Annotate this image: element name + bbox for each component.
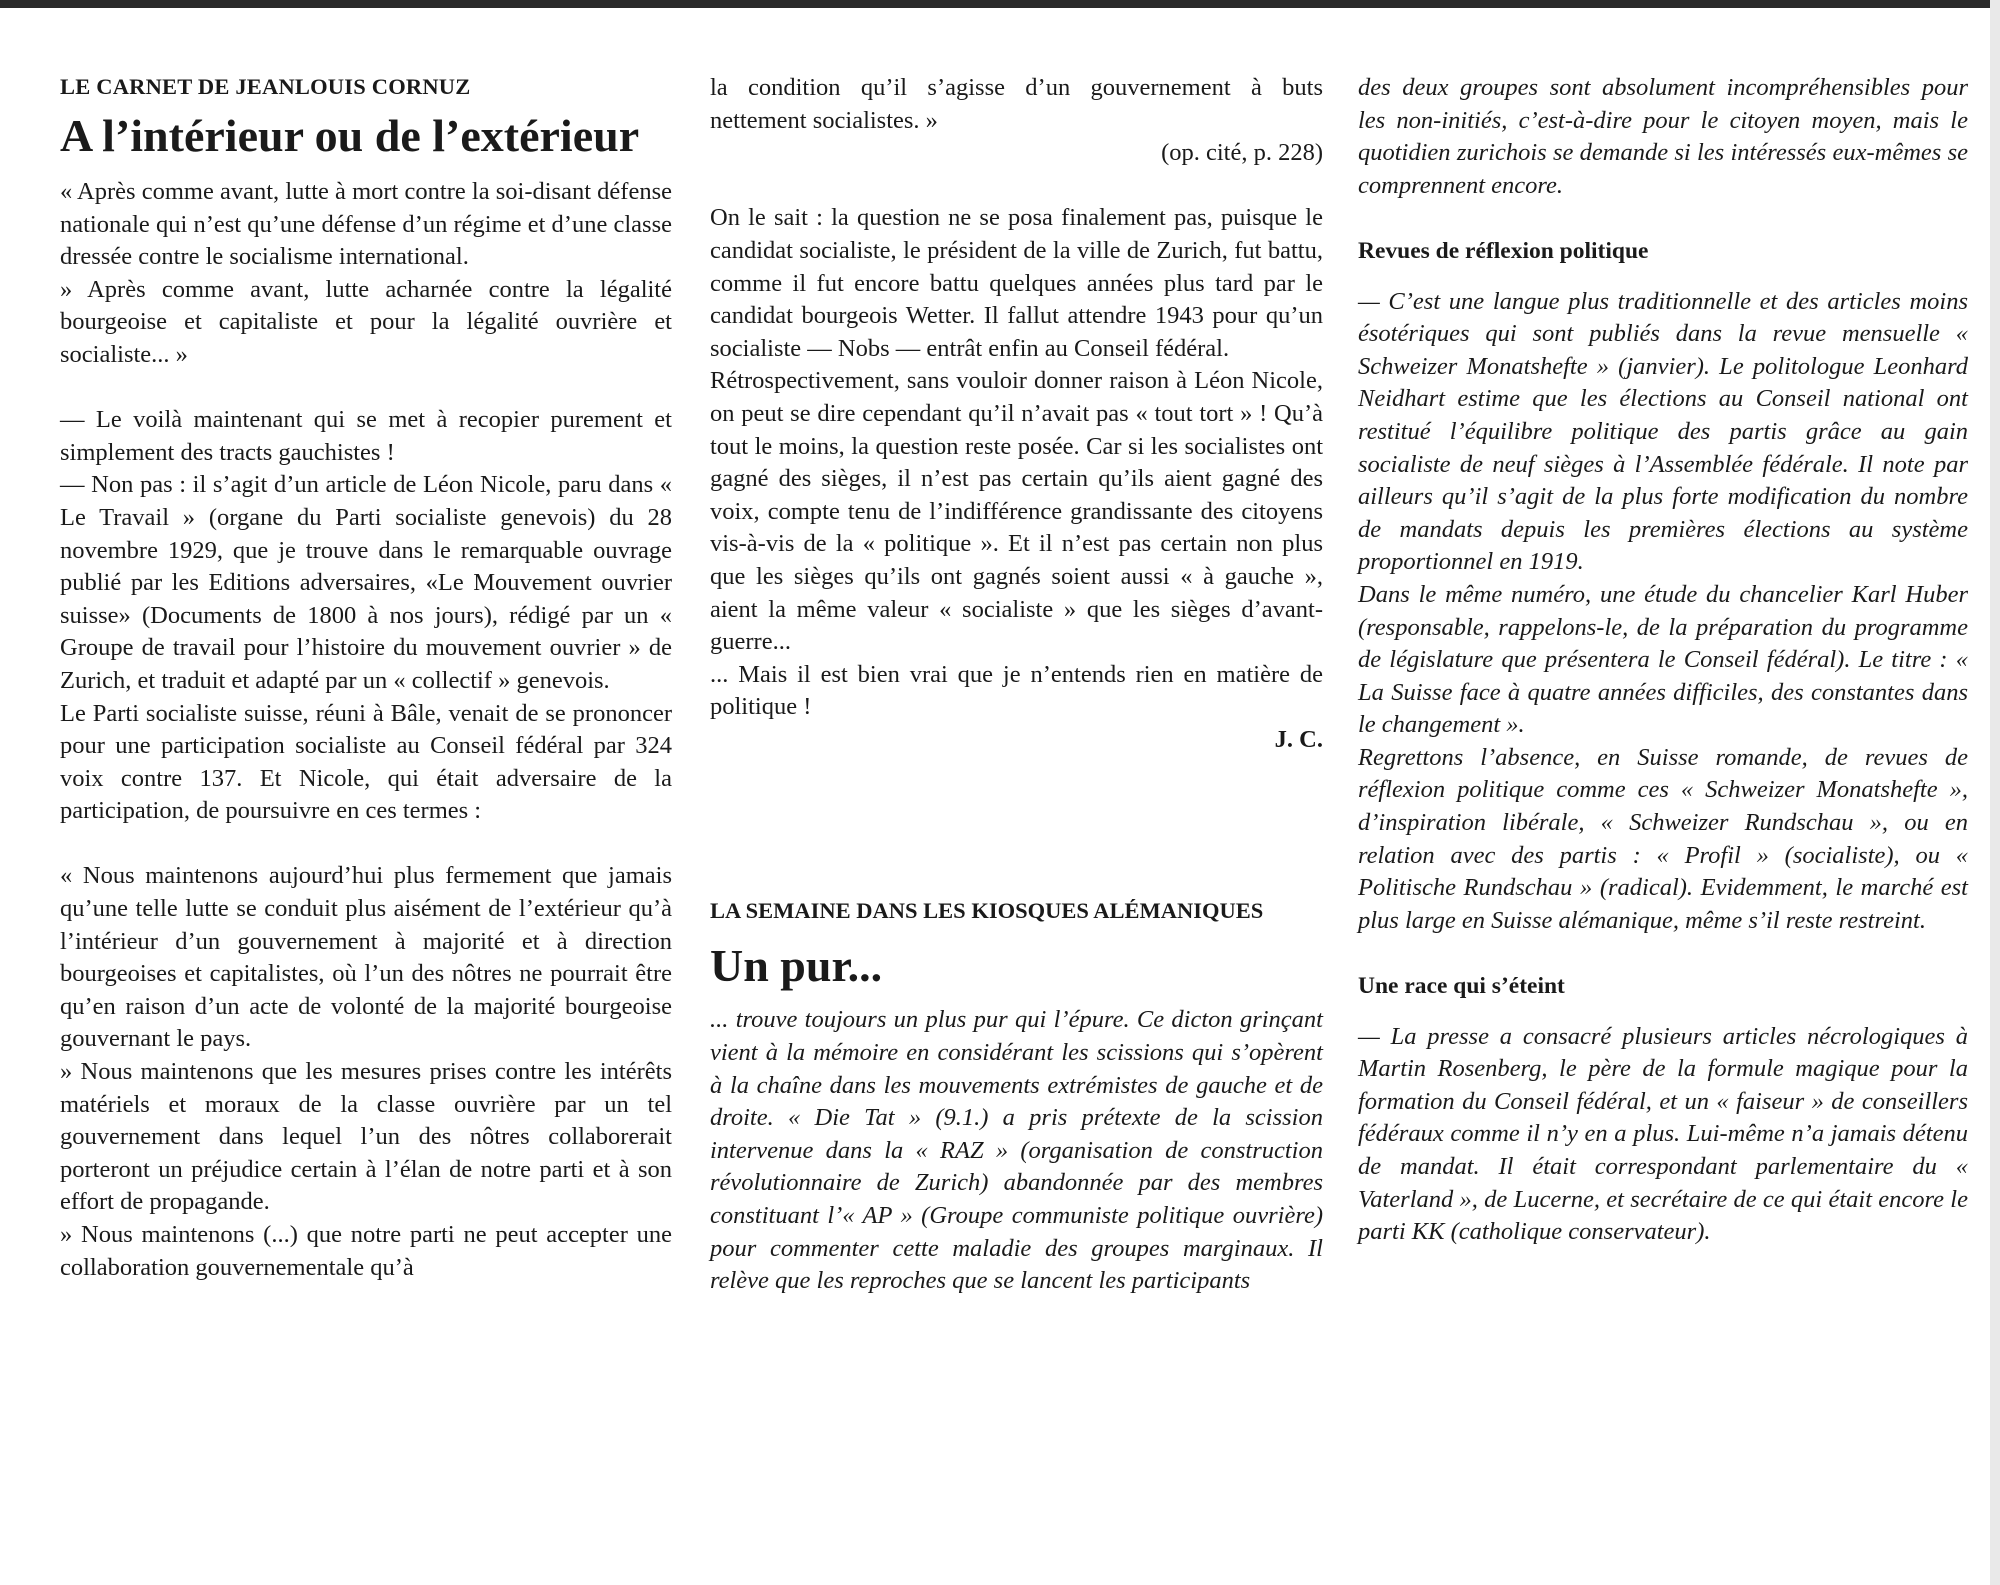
article2-intro-continued: des deux groupes sont absolument incompréhensibles pour les non-initiés, c’est-à-dire pour le citoyen moyen, mais le quotidien zurichois se demande si les intéressés eux-mêmes se comprennent encore.: [1358, 74, 1968, 199]
article1-headline: A l’intérieur ou de l’extérieur: [60, 110, 640, 161]
article1-paragraph: la condition qu’il s’agisse d’un gouvernement à buts nettement socialistes. »: [710, 74, 1323, 134]
article2-section-title: Une race qui s’éteint: [1358, 973, 1565, 1000]
article1-citation: (op. cité, p. 228): [1161, 139, 1323, 167]
article2-paragraph: — La presse a consacré plusieurs articles nécrologiques à Martin Rosenberg, le père de la formule magique pour la formation du Conseil fédéral, et un « faiseur » de conseillers fédéraux comme il n’y en a plus. Lui-même n’a jamais détenu de mandat. Il était correspondant parlementaire du « Vaterland », de Lucerne, et secrétaire de ce qui était encore le parti KK (catholique conservateur).: [1358, 1022, 1968, 1246]
article1-paragraph: « Après comme avant, lutte à mort contre la soi-disant défense nationale qui n’est qu’une défense d’un régime et d’une classe dressée contre le socialisme international.: [60, 178, 672, 271]
scan-top-edge: [0, 0, 2000, 8]
article2-kicker: LA SEMAINE DANS LES KIOSQUES ALÉMANIQUES: [710, 898, 1264, 924]
article1-paragraph: Rétrospectivement, sans vouloir donner raison à Léon Nicole, on peut se dire cependant qu’il n’avait pas « tout tort » ! Qu’à tout le moins, la question reste posée. Car si les socialistes ont gagné des sièges, il n’est pas certain qu’ils aient gagné des voix, compte tenu de l’indifférence grandissante des citoyens vis-à-vis de la « politique ». Et il n’est pas certain non plus que les sièges qu’ils ont gagnés soient aussi « à gauche », aient la même valeur « socialiste » que les sièges d’avant-guerre...: [710, 367, 1323, 656]
article1-paragraph: — Le voilà maintenant qui se met à recopier purement et simplement des tracts gauchistes !: [60, 406, 672, 466]
article1-paragraph: — Non pas : il s’agit d’un article de Léon Nicole, paru dans « Le Travail » (organe du Parti socialiste genevois) du 28 novembre 1929, que je trouve dans le remarquable ouvrage publié par les Editions adversaires, «Le Mouvement ouvrier suisse» (Documents de 1800 à nos jours), rédigé par un « Groupe de travail pour l’histoire du mouvement ouvrier » de Zurich, et traduit et adapté par un « collectif » genevois.: [60, 471, 672, 694]
article1-paragraph: » Après comme avant, lutte acharnée contre la légalité bourgeoise et capitaliste et pour la légalité ouvrière et socialiste... »: [60, 275, 672, 368]
article2-section-title: Revues de réflexion politique: [1358, 237, 1649, 264]
article1-paragraph: » Nous maintenons (...) que notre parti ne peut accepter une collaboration gouvernementale qu’à: [60, 1221, 672, 1281]
column-1: [60, 72, 672, 1284]
article1-signature: J. C.: [1274, 725, 1323, 753]
article2-paragraph: Regrettons l’absence, en Suisse romande, de revues de réflexion politique comme ces « Schweizer Monatshefte », d’inspiration libérale, « Schweizer Rundschau », ou en relation avec des partis : « Profil » (socialiste), ou « Politische Rundschau » (radical). Evidemment, le marché est plus large en Suisse alémanique, même s’il reste restreint.: [1358, 743, 1968, 934]
article1-kicker: LE CARNET DE JEANLOUIS CORNUZ: [60, 74, 471, 99]
article1-paragraph: Le Parti socialiste suisse, réuni à Bâle, venait de se prononcer pour une participation socialiste au Conseil fédéral par 324 voix contre 137. Et Nicole, qui était adversaire de la participation, de poursuivre en ces termes :: [60, 699, 672, 825]
column-3: [1358, 72, 1968, 1249]
article1-paragraph: ... Mais il est bien vrai que je n’entends rien en matière de politique !: [710, 660, 1323, 721]
article1-paragraph: On le sait : la question ne se posa finalement pas, puisque le candidat socialiste, le président de la ville de Zurich, fut battu, comme il fut encore battu quelques années plus tard par le candidat bourgeois Wetter. Il fallut attendre 1943 pour qu’un socialiste — Nobs — entrât enfin au Conseil fédéral.: [710, 204, 1323, 362]
scan-right-edge: [1990, 0, 2000, 1585]
article1-paragraph: « Nous maintenons aujourd’hui plus fermement que jamais qu’une telle lutte se conduit plus aisément de l’extérieur qu’à l’intérieur d’un gouvernement à majorité et à direction bourgeoises et capitalistes, où l’un des nôtres ne pourrait être qu’en raison d’un acte de volonté de la majorité bourgeoise gouvernant le pays.: [60, 862, 672, 1053]
article1-paragraph: » Nous maintenons que les mesures prises contre les intérêts matériels et moraux de la classe ouvrière par un tel gouvernement dans lequel l’un des nôtres collaborerait porteront un préjudice certain à l’élan de notre parti et à son effort de propagande.: [60, 1058, 672, 1216]
article2-intro: ... trouve toujours un plus pur qui l’épure. Ce dicton grinçant vient à la mémoire en considérant les scissions qui s’opèrent à la chaîne dans les mouvements extrémistes de gauche et de droite. « Die Tat » (9.1.) a pris prétexte de la scission intervenue dans la « RAZ » (organisation de construction révolutionnaire de Zurich) abandonnée par des membres constituant l’« AP » (Groupe communiste politique ouvrière) pour commenter cette maladie des groupes marginaux. Il relève que les reproches que se lancent les participants: [710, 1006, 1323, 1295]
column-2: [710, 72, 1323, 1298]
article2-paragraph: — C’est une langue plus traditionnelle et des articles moins ésotériques qui sont publiés dans la revue mensuelle « Schweizer Monatshefte » (janvier). Le politologue Leonhard Neidhart estime que les élections au Conseil national ont restitué l’équilibre politique des partis grâce au gain socialiste de neuf sièges à l’Assemblée fédérale. Il note par ailleurs qu’il s’agit de la plus forte modification du nombre de mandats depuis les premières élections au système proportionnel en 1919.: [1358, 287, 1968, 576]
article2-headline: Un pur...: [710, 940, 883, 992]
article2-paragraph: Dans le même numéro, une étude du chancelier Karl Huber (responsable, rappelons-le, de la préparation du programme de législature que présentera le Conseil fédéral). Le titre : « La Suisse face à quatre années difficiles, des constantes dans le changement ».: [1358, 580, 1968, 739]
